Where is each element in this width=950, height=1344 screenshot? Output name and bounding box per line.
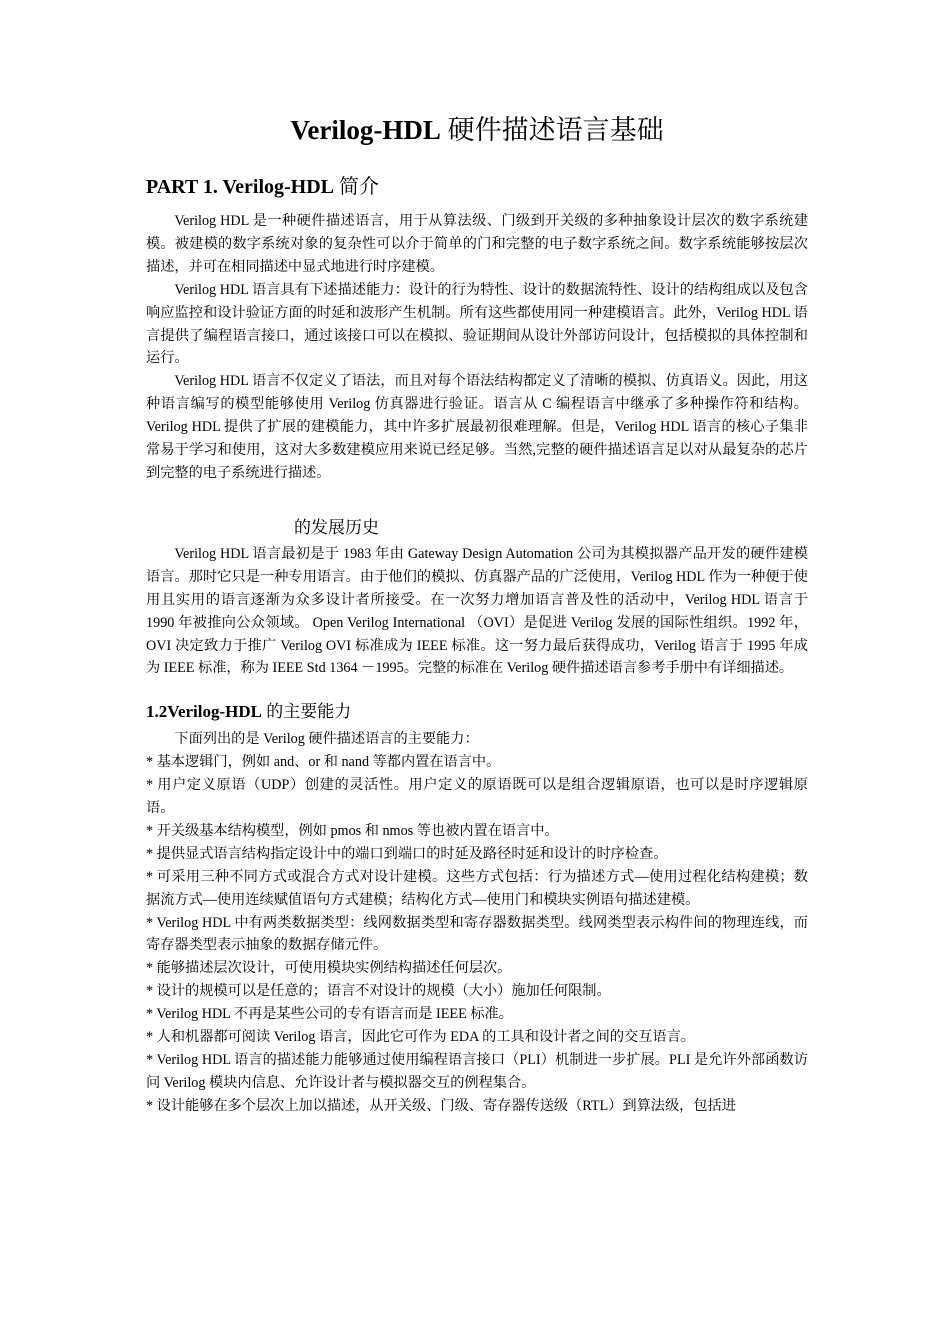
part1-heading [146,172,808,202]
history-paragraph: Verilog HDL 语言最初是于 1983 年由 Gateway Design Automation 公司为其模拟器产品开发的硬件建模语言。那时它只是一种专用语言。由于他们的模拟、仿真器产品的广泛使用，Verilog HDL 作为一种便于使用且实用的语言逐渐为众多设计者所接受。在一次努力增加语言普及性的活动中，Verilog HDL 语言于 1990 年被推向公众领域。 Open Verilog International （OVI）是促进 Verilog 发展的国际性组织。1992 年， OVI 决定致力于推广 Verilog OVI 标准成为 IEEE 标准。这一努力最后获得成功，Verilog 语言于 1995 年成为 IEEE 标准，称为 IEEE Std 1364 －1995。完整的标准在 Verilog 硬件描述语言参考手册中有详细描述。 [146,545,808,677]
document-page [146,108,808,1118]
section-1-2-heading-latin: 1.2Verilog-HDL [146,702,263,722]
section-1-2-heading-cn: 的主要能力 [262,702,352,722]
part1-heading-cn: 简介 [334,176,380,198]
list-item: * 开关级基本结构模型，例如 pmos 和 nmos 等也被内置在语言中。 [146,822,559,839]
list-item: * 设计能够在多个层次上加以描述，从开关级、门级、寄存器传送级（RTL）到算法级，包括进 [146,1097,736,1114]
list-item: * 基本逻辑门，例如 and、or 和 nand 等都内置在语言中。 [146,754,501,771]
part1-paragraph-1: Verilog HDL 是一种硬件描述语言，用于从算法级、门级到开关级的多种抽象设计层次的数字系统建模。被建模的数字系统对象的复杂性可以介于简单的门和完整的电子数字系统之间。数字系统能够按层次描述，并可在相同描述中显式地进行时序建模。 [146,213,808,275]
history-heading: 的发展历史 [294,517,379,537]
document-title-cn: 硬件描述语言基础 [440,115,664,145]
part1-paragraph-3: Verilog HDL 语言不仅定义了语法，而且对每个语法结构都定义了清晰的模拟、仿真语义。因此，用这种语言编写的模型能够使用 Verilog 仿真器进行验证。语言从 C 编程语言中继承了多种操作符和结构。Verilog HDL 提供了扩展的建模能力，其中许多扩展最初很难理解。但是，Verilog HDL 语言的核心子集非常易于学习和使用，这对大多数建模应用来说已经足够。当然,完整的硬件描述语言足以对从最复杂的芯片到完整的电子系统进行描述。 [146,373,808,481]
list-item: * 人和机器都可阅读 Verilog 语言，因此它可作为 EDA 的工具和设计者之间的交互语言。 [146,1029,695,1046]
document-title [146,108,808,152]
list-item: * 可采用三种不同方式或混合方式对设计建模。这些方式包括：行为描述方式—使用过程化结构建模；数据流方式—使用连续赋值语句方式建模；结构化方式—使用门和模块实例语句描述建模。 [146,868,808,908]
section-1-2-heading [146,698,808,726]
list-item: * 用户定义原语（UDP）创建的灵活性。用户定义的原语既可以是组合逻辑原语，也可以是时序逻辑原语。 [146,777,808,817]
list-item: * Verilog HDL 语言的描述能力能够通过使用编程语言接口（PLI）机制进一步扩展。PLI 是允许外部函数访问 Verilog 模块内信息、允许设计者与模拟器交互的例程集合。 [146,1052,808,1091]
list-item: * Verilog HDL 不再是某些公司的专有语言而是 IEEE 标准。 [146,1006,513,1023]
part1-paragraph-2: Verilog HDL 语言具有下述描述能力：设计的行为特性、设计的数据流特性、设计的结构组成以及包含响应监控和设计验证方面的时延和波形产生机制。所有这些都使用同一种建模语言。此外，Verilog HDL 语言提供了编程语言接口，通过该接口可以在模拟、验证期间从设计外部访问设计，包括模拟的具体控制和运行。 [146,281,808,367]
list-item: * 提供显式语言结构指定设计中的端口到端口的时延及路径时延和设计的时序检查。 [146,845,668,862]
list-item: * Verilog HDL 中有两类数据类型：线网数据类型和寄存器数据类型。线网类型表示构件间的物理连线，而寄存器类型表示抽象的数据存储元件。 [146,914,808,954]
section-1-2-intro: 下面列出的是 Verilog 硬件描述语言的主要能力： [174,731,479,748]
list-item: * 能够描述层次设计，可使用模块实例结构描述任何层次。 [146,960,512,977]
list-item: * 设计的规模可以是任意的；语言不对设计的规模（大小）施加任何限制。 [146,983,611,1000]
document-title-latin: Verilog-HDL [290,115,441,145]
part1-heading-latin: PART 1. Verilog-HDL [146,176,335,198]
